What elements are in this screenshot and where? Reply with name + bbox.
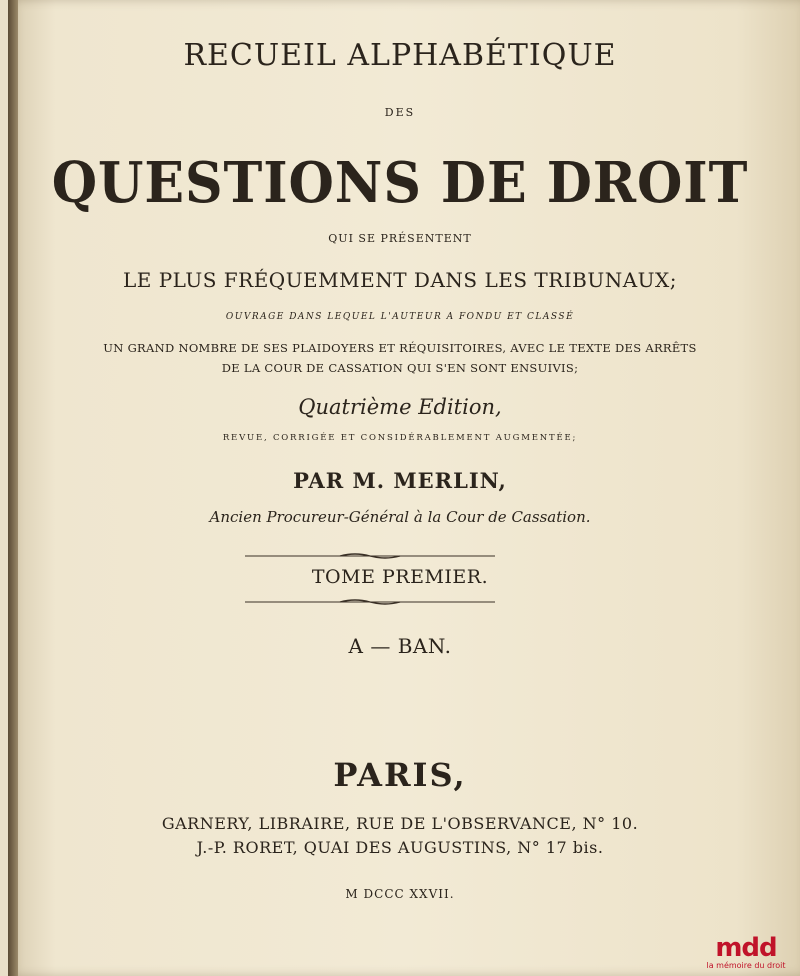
publisher-line-2: J.-P. RORET, QUAI DES AUGUSTINS, N° 17 bis. — [196, 838, 604, 857]
title-line-des: DES — [384, 106, 416, 119]
imprint-city: PARIS, — [333, 756, 467, 794]
publication-date: M DCCC XXVII. — [345, 887, 455, 901]
volume-range: A — BAN. — [348, 634, 452, 658]
watermark-tagline: la mémoire du droit — [706, 961, 786, 970]
watermark-logo-text: mdd — [715, 933, 777, 963]
tome-label: TOME PREMIER. — [311, 566, 489, 588]
publisher-line-1: GARNERY, LIBRAIRE, RUE DE L'OBSERVANCE, N° 10. — [161, 814, 639, 833]
main-title: QUESTIONS DE DROIT — [51, 150, 749, 216]
revision-line: REVUE, CORRIGÉE ET CONSIDÉRABLEMENT AUGMENTÉE; — [222, 433, 578, 443]
subtitle-ouvrage: OUVRAGE DANS LEQUEL L'AUTEUR A FONDU ET CLASSÉ — [225, 312, 575, 322]
ornamental-rule-bottom — [245, 598, 495, 606]
subtitle-qui: QUI SE PRÉSENTENT — [328, 232, 472, 245]
author-title-line: Ancien Procureur-Général à la Cour de Cassation. — [209, 508, 591, 526]
title-line-recueil: RECUEIL ALPHABÉTIQUE — [183, 38, 617, 73]
subtitle-grand-1: UN GRAND NOMBRE DE SES PLAIDOYERS ET RÉQUISITOIRES, AVEC LE TEXTE DES ARRÊTS — [103, 341, 697, 355]
ornamental-rule-top — [245, 552, 495, 560]
edition-line: Quatrième Edition, — [298, 395, 502, 419]
mdd-watermark-logo — [706, 935, 786, 970]
subtitle-plus: LE PLUS FRÉQUEMMENT DANS LES TRIBUNAUX; — [122, 268, 678, 292]
subtitle-grand-2: DE LA COUR DE CASSATION QUI S'EN SONT ENSUIVIS; — [221, 361, 579, 375]
author-line: PAR M. MERLIN, — [293, 468, 507, 493]
